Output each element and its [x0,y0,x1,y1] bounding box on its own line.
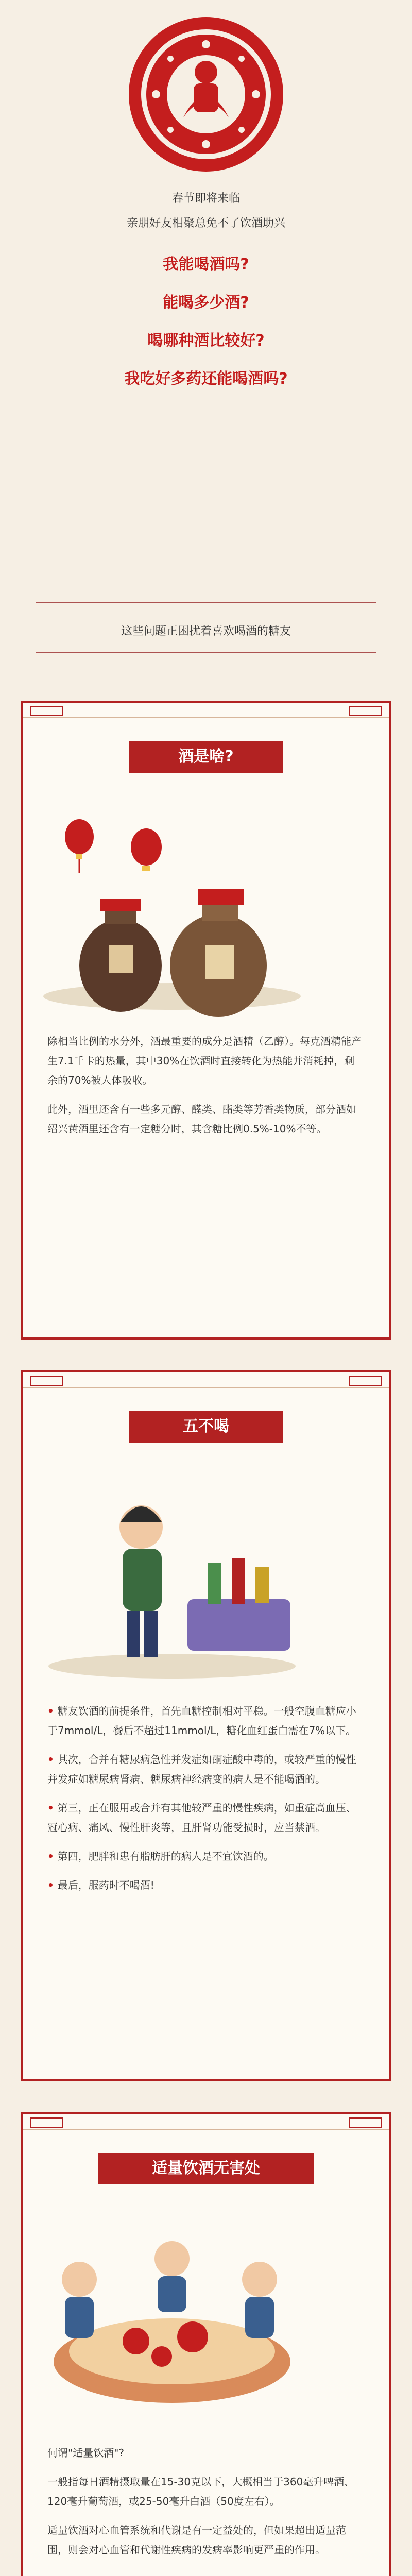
list-item: • 第四，肥胖和患有脂肪肝的病人是不宜饮酒的。 [47,1846,365,1866]
section-title: 酒是啥? [129,741,283,773]
section-moderate-drinking [21,2112,391,2576]
section-paragraph: 何谓"适量饮酒"? [47,2447,125,2459]
section-title: 适量饮酒无害处 [98,2153,314,2184]
section-frame [23,703,389,718]
section-paragraph: 一般指每日酒精摄取量在15-30克以下，大概相当于360毫升啤酒、120毫升葡萄酒，或25-50毫升白酒（50度左右）。 [47,2476,355,2507]
divider [36,602,376,603]
hero [0,0,412,680]
question-item: 我吃好多药还能喝酒吗? [124,370,288,388]
section-paragraph: 除相当比例的水分外，酒最重要的成分是酒精（乙醇）。每克酒精能产生7.1千卡的热量，其中30%在饮酒时直接转化为热能并消耗掉，剩余的70%被人体吸收。 [47,1035,362,1087]
section-five-donts [21,1370,391,2081]
question-item: 能喝多少酒? [163,294,249,312]
man-drinking-illustration-icon [23,1460,321,1687]
question-list [0,253,412,406]
list-item: • 最后，服药时不喝酒! [47,1875,365,1895]
list-item: • 第三，正在服用或合并有其他较严重的慢性疾病，如重症高血压、冠心病、痛风、慢性肝炎等，且肝肾功能受损时，应当禁酒。 [47,1798,365,1837]
section-frame [23,2114,389,2130]
section-paragraph: 此外，酒里还含有一些多元醇、醛类、酯类等芳香类物质，部分酒如绍兴黄酒里还含有一定糖分时，其含糖比例0.5%-10%不等。 [47,1103,356,1135]
wine-jars-illustration-icon [23,790,321,1017]
hero-line: 亲朋好友相聚总免不了饮酒助兴 [126,217,285,230]
list-item: • 糖友饮酒的前提条件，首先血糖控制相对平稳。一般空腹血糖应小于7mmol/L，餐后不超过11mmol/L，糖化血红蛋白需在7%以下。 [47,1701,365,1740]
hero-note: 这些问题正困扰着喜欢喝酒的糖友 [121,625,291,638]
section-title: 五不喝 [129,1411,283,1443]
question-item: 我能喝酒吗? [163,256,249,274]
section-paragraph: 适量饮酒对心血管系统和代谢是有一定益处的，但如果超出适量范围，则会对心血管和代谢性疾病的发病率影响更严重的作用。 [47,2524,346,2556]
banquet-illustration-icon [23,2202,321,2429]
spring-festival-papercut-icon [127,14,285,174]
section-body [23,1689,389,1920]
section-body [23,1019,389,1163]
section-what-is-alcohol [21,701,391,1340]
divider [36,652,376,653]
section-body [23,2431,389,2576]
question-item: 喝哪种酒比较好? [147,332,265,350]
list-item: • 其次，合并有糖尿病急性并发症如酮症酸中毒的，或较严重的慢性并发症如糖尿病肾病、糖尿病神经病变的病人是不能喝酒的。 [47,1750,365,1789]
hero-line: 春节即将来临 [171,192,240,205]
hero-intro [0,189,412,234]
section-frame [23,1372,389,1388]
